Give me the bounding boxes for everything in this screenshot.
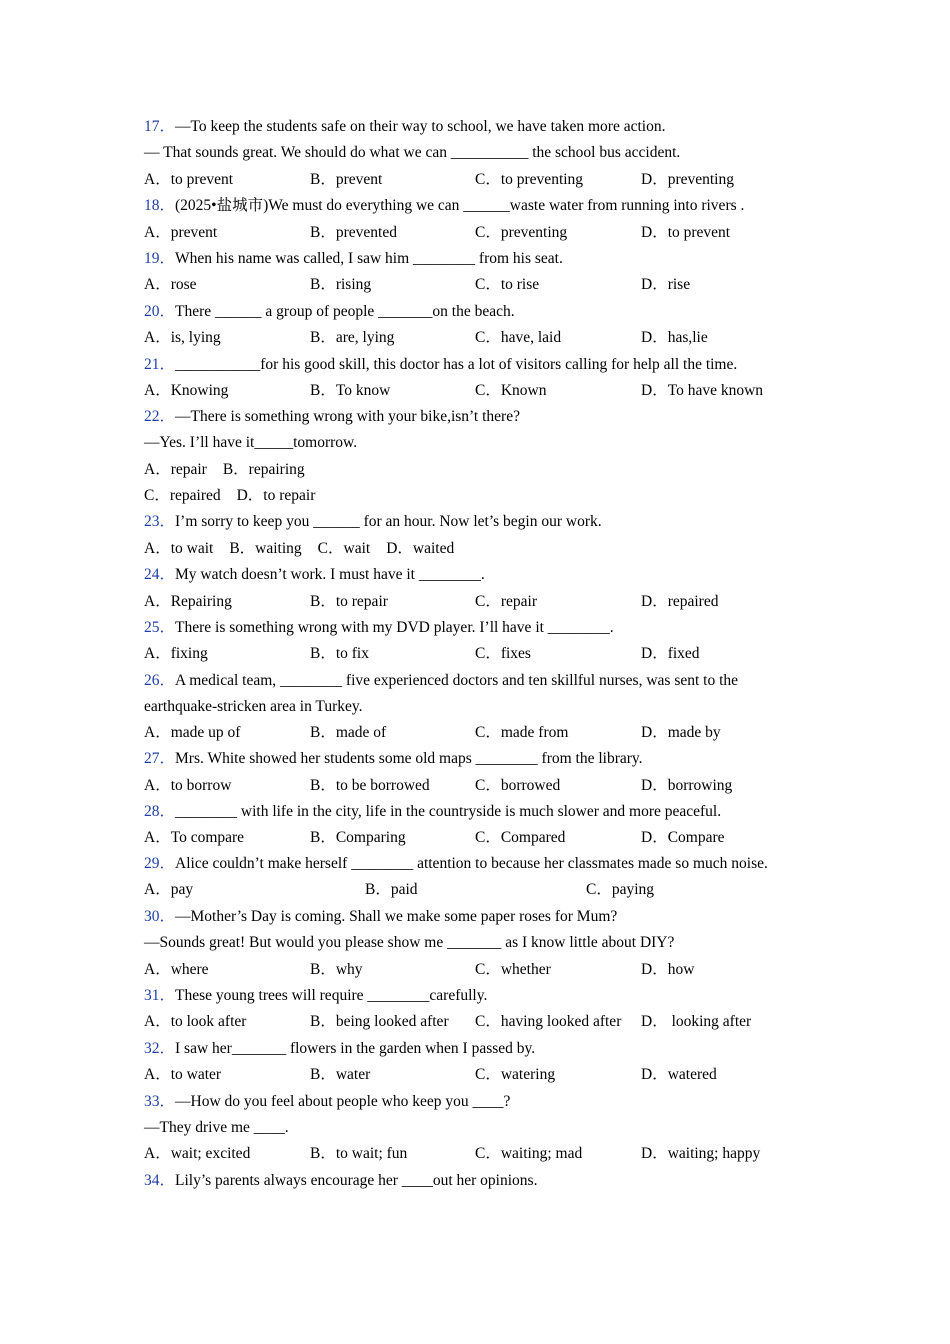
- answer-option: C．having looked after: [475, 1013, 622, 1031]
- answer-option: A．prevent: [144, 223, 218, 241]
- answer-option: B．waiting: [229, 539, 302, 557]
- question-29: [144, 851, 804, 903]
- options-row: [144, 825, 804, 851]
- question-number: 31．: [144, 986, 176, 1004]
- question-text: There is something wrong with my DVD player. I’ll have it ________.: [175, 619, 614, 637]
- question-stem: [144, 352, 804, 378]
- question-number: 32．: [144, 1039, 176, 1057]
- answer-option: A．pay: [144, 881, 194, 899]
- answer-option: A．where: [144, 960, 209, 978]
- options-row: [144, 167, 804, 193]
- question-text: There ______ a group of people _______on the beach.: [175, 302, 515, 320]
- question-stem: [144, 1036, 804, 1062]
- question-number: 19．: [144, 249, 176, 267]
- question-stem-continued: [144, 140, 804, 166]
- options-row: [144, 773, 804, 799]
- answer-option: A．to look after: [144, 1013, 247, 1031]
- question-text: These young trees will require ________carefully.: [175, 986, 488, 1004]
- answer-option: C．wait: [317, 539, 371, 557]
- question-17: [144, 114, 804, 193]
- question-stem: [144, 114, 804, 140]
- answer-option: C．repaired: [144, 487, 221, 505]
- answer-option: D．waited: [386, 539, 455, 557]
- answer-option: C．made from: [475, 723, 569, 741]
- question-text: — That sounds great. We should do what we can __________ the school bus accident.: [144, 144, 681, 162]
- answer-option: B．repairing: [222, 460, 305, 478]
- answer-option: B．to wait; fun: [310, 1145, 408, 1163]
- question-stem: [144, 983, 804, 1009]
- answer-option: C．whether: [475, 960, 551, 978]
- answer-option: A．rose: [144, 276, 197, 294]
- question-33: [144, 1089, 804, 1168]
- question-stem: [144, 562, 804, 588]
- question-stem: [144, 299, 804, 325]
- answer-option: D．has,lie: [641, 329, 708, 347]
- answer-option: B．are, lying: [310, 329, 395, 347]
- question-text: —They drive me ____.: [144, 1118, 289, 1136]
- options-row: [144, 536, 804, 562]
- question-21: [144, 352, 804, 404]
- answer-option: C．have, laid: [475, 329, 562, 347]
- answer-option: C．borrowed: [475, 776, 561, 794]
- question-30: [144, 904, 804, 983]
- question-stem: [144, 193, 804, 219]
- answer-option: C．fixes: [475, 645, 531, 663]
- question-text: I saw her_______ flowers in the garden when I passed by.: [175, 1039, 536, 1057]
- question-number: 27．: [144, 750, 176, 768]
- question-text: A medical team, ________ five experienced doctors and ten skillful nurses, was sent to the earthquake-stricken area in Turkey.: [144, 671, 739, 715]
- answer-option: B．paid: [365, 881, 418, 899]
- question-stem: [144, 1168, 804, 1194]
- question-stem: [144, 799, 804, 825]
- answer-option: C．Compared: [475, 828, 566, 846]
- question-18: [144, 193, 804, 246]
- answer-option: B．made of: [310, 723, 387, 741]
- answer-option: C．watering: [475, 1066, 556, 1084]
- answer-option: C．preventing: [475, 223, 568, 241]
- question-stem: [144, 509, 804, 535]
- answer-option: B．rising: [310, 276, 372, 294]
- answer-option: D．made by: [641, 723, 721, 741]
- question-number: 18．: [144, 197, 176, 215]
- answer-option: A．to wait: [144, 539, 214, 557]
- question-23: [144, 509, 804, 562]
- options-row: [144, 1009, 804, 1035]
- options-row: [144, 457, 804, 483]
- answer-option: A．to prevent: [144, 170, 234, 188]
- question-stem: [144, 615, 804, 641]
- question-text: —How do you feel about people who keep you ____?: [175, 1092, 511, 1110]
- question-32: [144, 1036, 804, 1089]
- answer-option: B．to be borrowed: [310, 776, 430, 794]
- answer-option: B．To know: [310, 381, 391, 399]
- options-row: [144, 483, 804, 509]
- question-text: I’m sorry to keep you ______ for an hour. Now let’s begin our work.: [175, 513, 602, 531]
- question-27: [144, 746, 804, 799]
- options-row: [144, 641, 804, 667]
- answer-option: B．water: [310, 1066, 371, 1084]
- question-22: [144, 404, 804, 510]
- question-31: [144, 983, 804, 1036]
- answer-option: B．Comparing: [310, 828, 406, 846]
- question-number: 21．: [144, 355, 176, 373]
- options-row: [144, 378, 804, 404]
- question-text: —There is something wrong with your bike,isn’t there?: [175, 407, 520, 425]
- question-text: —To keep the students safe on their way to school, we have taken more action.: [175, 118, 666, 135]
- options-row: [144, 325, 804, 351]
- answer-option: B．to repair: [310, 592, 388, 610]
- question-stem: [144, 851, 804, 877]
- answer-option: A．to water: [144, 1066, 222, 1084]
- question-number: 30．: [144, 907, 176, 925]
- question-number: 22．: [144, 407, 176, 425]
- question-26: [144, 668, 804, 746]
- question-24: [144, 562, 804, 615]
- question-stem: [144, 1089, 804, 1115]
- question-stem: [144, 904, 804, 930]
- question-20: [144, 299, 804, 352]
- options-row: [144, 957, 804, 983]
- question-number: 17．: [144, 118, 176, 135]
- answer-option: D．preventing: [641, 170, 734, 188]
- answer-option: A．fixing: [144, 645, 208, 663]
- options-row: [144, 1062, 804, 1088]
- question-text: —Mother’s Day is coming. Shall we make some paper roses for Mum?: [175, 907, 618, 925]
- question-list: [144, 114, 804, 1194]
- question-number: 25．: [144, 619, 176, 637]
- question-stem-continued: [144, 930, 804, 956]
- question-number: 23．: [144, 513, 176, 531]
- answer-option: A．is, lying: [144, 329, 221, 347]
- answer-option: D． looking after: [641, 1013, 752, 1031]
- options-row: [144, 720, 804, 746]
- question-number: 34．: [144, 1171, 176, 1189]
- question-text: When his name was called, I saw him ________ from his seat.: [175, 249, 563, 267]
- answer-option: C．Known: [475, 381, 547, 399]
- answer-option: C．paying: [586, 881, 655, 899]
- question-number: 24．: [144, 566, 176, 584]
- answer-option: B．prevent: [310, 170, 383, 188]
- question-number: 26．: [144, 671, 176, 689]
- question-stem-continued: [144, 1115, 804, 1141]
- answer-option: D．watered: [641, 1066, 717, 1084]
- question-stem: [144, 746, 804, 772]
- answer-option: D．borrowing: [641, 776, 733, 794]
- answer-option: D．repaired: [641, 592, 719, 610]
- answer-option: B．prevented: [310, 223, 397, 241]
- answer-option: D．how: [641, 960, 695, 978]
- question-text: Alice couldn’t make herself ________ attention to because her classmates made so much noise.: [175, 855, 768, 873]
- answer-option: B．why: [310, 960, 363, 978]
- question-text: Mrs. White showed her students some old maps ________ from the library.: [175, 750, 643, 768]
- question-number: 28．: [144, 802, 176, 820]
- answer-option: A．repair: [144, 460, 207, 478]
- answer-option: D．rise: [641, 276, 691, 294]
- question-text: —Yes. I’ll have it_____tomorrow.: [144, 434, 358, 452]
- answer-option: D．waiting; happy: [641, 1145, 761, 1163]
- question-25: [144, 615, 804, 668]
- question-number: 20．: [144, 302, 176, 320]
- answer-option: A．Knowing: [144, 381, 229, 399]
- options-row: [144, 1141, 804, 1167]
- answer-option: A．To compare: [144, 828, 245, 846]
- question-text: —Sounds great! But would you please show me _______ as I know little about DIY?: [144, 934, 675, 952]
- answer-option: B．being looked after: [310, 1013, 449, 1031]
- answer-option: C．repair: [475, 592, 537, 610]
- answer-option: A．Repairing: [144, 592, 232, 610]
- answer-option: D．to repair: [236, 487, 316, 505]
- question-19: [144, 246, 804, 299]
- question-stem: [144, 246, 804, 272]
- answer-option: B．to fix: [310, 645, 369, 663]
- options-row: [144, 877, 804, 903]
- question-34: [144, 1168, 804, 1194]
- question-text: My watch doesn’t work. I must have it ________.: [175, 566, 485, 584]
- options-row: [144, 272, 804, 298]
- options-row: [144, 589, 804, 615]
- answer-option: A．wait; excited: [144, 1145, 251, 1163]
- question-28: [144, 799, 804, 851]
- question-text: ________ with life in the city, life in the countryside is much slower and more peaceful.: [175, 802, 722, 820]
- question-stem: [144, 404, 804, 430]
- answer-option: C．to preventing: [475, 170, 584, 188]
- question-number: 29．: [144, 855, 176, 873]
- options-row: [144, 220, 804, 246]
- answer-option: D．to prevent: [641, 223, 731, 241]
- answer-option: C．waiting; mad: [475, 1145, 583, 1163]
- answer-option: A．to borrow: [144, 776, 232, 794]
- answer-option: C．to rise: [475, 276, 540, 294]
- question-text: Lily’s parents always encourage her ____out her opinions.: [175, 1171, 538, 1189]
- question-text: (2025•盐城市)We must do everything we can ______waste water from running into rivers .: [175, 197, 745, 215]
- answer-option: D．To have known: [641, 381, 764, 399]
- question-stem: [144, 668, 804, 720]
- question-stem-continued: [144, 430, 804, 456]
- question-number: 33．: [144, 1092, 176, 1110]
- answer-option: D．fixed: [641, 645, 700, 663]
- answer-option: A．made up of: [144, 723, 241, 741]
- question-text: ___________for his good skill, this doctor has a lot of visitors calling for help all the time.: [175, 355, 738, 373]
- answer-option: D．Compare: [641, 828, 725, 846]
